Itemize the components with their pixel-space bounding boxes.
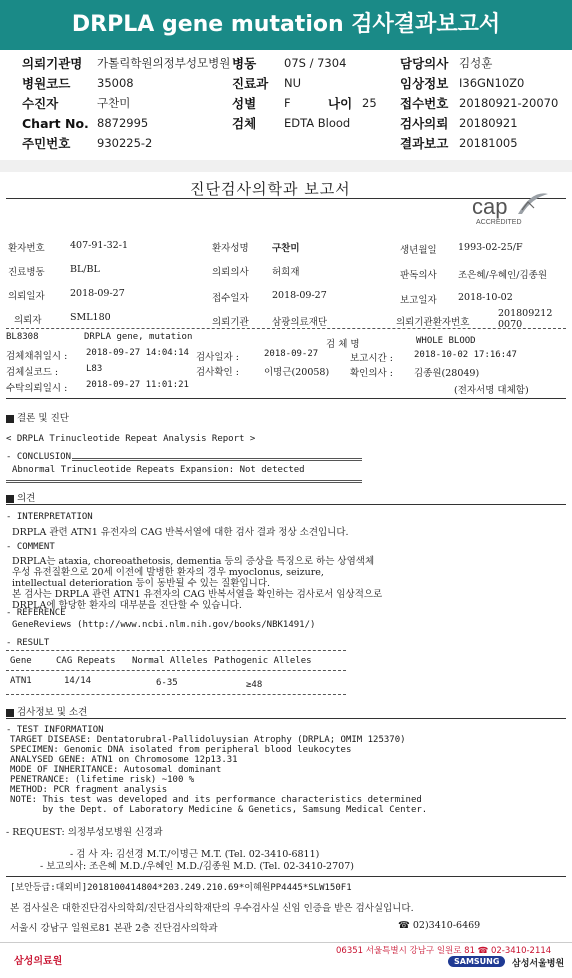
test-info-label: - TEST INFORMATION xyxy=(6,725,104,735)
test-info-line: TARGET DISEASE: Dentatorubral-Pallidoluysian Atrophy (DRPLA; OMIM 125370) xyxy=(10,735,406,745)
header-value: 김성훈 xyxy=(459,56,493,70)
header-label: 수진자 xyxy=(22,96,59,111)
info-value: 2018-09-27 xyxy=(272,290,327,301)
result-cell: 14/14 xyxy=(64,676,92,686)
section-divider xyxy=(0,160,572,172)
info-value: 2018-10-02 xyxy=(458,292,513,303)
meta-label: 보고시간 : xyxy=(350,353,393,364)
header-value: 20180921 xyxy=(459,116,518,130)
conclusion-label: - CONCLUSION xyxy=(6,452,72,462)
report-heading: 진단검사의학과 보고서 xyxy=(190,180,351,198)
info-label: 의뢰기관 xyxy=(212,317,249,328)
bullet-square-icon xyxy=(6,709,14,717)
dashed-rule xyxy=(6,328,566,329)
section-rule xyxy=(6,718,566,719)
info-label: 의뢰자 xyxy=(14,315,42,326)
info-value: SML180 xyxy=(70,312,111,323)
header-label: 주민번호 xyxy=(22,136,71,151)
header-value: 20181005 xyxy=(459,136,518,150)
double-rule xyxy=(72,458,362,461)
header-label: 담당의사 xyxy=(400,56,449,71)
meta-value: 2018-09-27 14:04:14 xyxy=(86,348,189,358)
info-value: 407-91-32-1 xyxy=(70,240,128,251)
header-value: 구찬미 xyxy=(97,96,131,110)
bullet-square-icon xyxy=(6,495,14,503)
section-heading: 결론 및 진단 xyxy=(6,410,69,424)
reporter-line: - 보고의사: 조은혜 M.D./우혜인 M.D./김종원 M.D. (Tel. 02-3410-2707) xyxy=(40,861,354,872)
report-title-bar: DRPLA gene mutation 검사결과보고서 xyxy=(0,0,572,50)
samsung-logo: SAMSUNG xyxy=(448,956,505,967)
meta-label: 검체실코드 : xyxy=(6,367,59,378)
info-value: 허희재 xyxy=(272,267,300,278)
cap-logo-text: cap xyxy=(472,194,508,219)
footer-hospital: 삼성의료원 xyxy=(14,956,63,967)
header-label: 의뢰기관명 xyxy=(22,56,83,71)
header-value: 07S / 7304 xyxy=(284,56,347,70)
test-info-line: SPECIMEN: Genomic DNA isolated from peripheral blood leukocytes xyxy=(10,745,352,755)
comment-line: DRPLA에 합당한 환자의 대부분을 진단할 수 있습니다. xyxy=(12,600,242,611)
header-value: I36GN10Z0 xyxy=(459,76,525,90)
test-info-line: by the Dept. of Laboratory Medicine & Genetics, Samsung Medical Center. xyxy=(10,805,428,815)
comment-label: - COMMENT xyxy=(6,542,55,552)
result-cell: ATN1 xyxy=(10,676,32,686)
header-label: 결과보고 xyxy=(400,136,449,151)
header-value: 8872995 xyxy=(97,116,149,130)
section-heading: 의견 xyxy=(6,490,35,504)
info-label: 생년월일 xyxy=(400,245,437,256)
test-info-line: PENETRANCE: (lifetime risk) ~100 % xyxy=(10,775,195,785)
info-value: 2018092120070 xyxy=(498,308,553,330)
hospital-footer xyxy=(0,942,572,978)
reference-text: GeneReviews (http://www.ncbi.nlm.nih.gov/books/NBK1491/) xyxy=(12,620,316,630)
cap-logo-sub: ACCREDITED xyxy=(476,219,522,226)
header-value: 930225-2 xyxy=(97,136,153,150)
header-label: 임상정보 xyxy=(400,76,449,91)
header-label: 성별 xyxy=(232,96,257,111)
section-rule xyxy=(6,504,566,505)
header-label: 나이 xyxy=(328,96,353,111)
esign-note: (전자서명 대체함) xyxy=(454,385,529,396)
header-label: 검체 xyxy=(232,116,257,131)
request-line: - REQUEST: 의정부성모병원 신경과 xyxy=(6,827,163,838)
lab-address: 서울시 강남구 일원로81 본관 2층 진단검사의학과 xyxy=(10,923,218,934)
bullet-square-icon xyxy=(6,415,14,423)
analysis-title: < DRPLA Trinucleotide Repeat Analysis Report > xyxy=(6,434,256,444)
info-label: 판독의사 xyxy=(400,270,437,281)
header-value: 가톨릭학원의정부성모병원 xyxy=(97,56,231,70)
info-label: 진료병동 xyxy=(8,267,45,278)
header-value: 25 xyxy=(362,96,377,110)
result-label: - RESULT xyxy=(6,638,50,648)
info-value: 구찬미 xyxy=(272,243,300,254)
meta-label: 검체채취일시 : xyxy=(6,351,68,362)
test-info-line: MODE OF INHERITANCE: Autosomal dominant xyxy=(10,765,222,775)
patient-header xyxy=(0,50,572,160)
info-value: 삼광의료재단 xyxy=(272,317,328,328)
footer-address: 06351 서울특별시 강남구 일원로 81 ☎ 02-3410-2114 xyxy=(336,946,552,956)
header-value: 35008 xyxy=(97,76,134,90)
header-value: NU xyxy=(284,76,302,90)
section-heading: 검사정보 및 소견 xyxy=(6,704,87,718)
conclusion-text: Abnormal Trinucleotide Repeats Expansion: Not detected xyxy=(12,465,305,475)
result-header: Gene xyxy=(10,656,32,666)
dashed-rule xyxy=(6,694,346,695)
header-value: EDTA Blood xyxy=(284,116,351,130)
dashed-rule xyxy=(6,650,346,651)
result-header: Pathogenic Alleles xyxy=(214,656,312,666)
result-header: CAG Repeats xyxy=(56,656,116,666)
header-label: 접수번호 xyxy=(400,96,449,111)
info-value: BL/BL xyxy=(70,264,100,275)
info-label: 의뢰일자 xyxy=(8,291,45,302)
reference-label: - REFERENCE xyxy=(6,608,66,618)
specimen-label: 검 체 명 xyxy=(326,339,360,350)
tester-line: - 검 사 자: 김선경 M.T./이명근 M.T. (Tel. 02-3410-6811) xyxy=(70,849,320,860)
meta-value: L83 xyxy=(86,364,103,374)
info-label: 의뢰기관환자번호 xyxy=(396,317,470,328)
security-line: [보안등급:대외비]2018100414804*203.249.210.69*이혜원PP4445*SLW150F1 xyxy=(10,883,352,893)
scanned-report xyxy=(0,172,572,942)
comment-line: 본 검사는 DRPLA 관련 ATN1 유전자의 CAG 반복서열을 확인하는 검사로서 임상적으로 xyxy=(12,589,383,600)
meta-label: 수탁의뢰일시 : xyxy=(6,383,68,394)
info-label: 환자번호 xyxy=(8,243,45,254)
info-label: 보고일자 xyxy=(400,295,437,306)
dashed-rule xyxy=(6,670,346,671)
header-label: 검사의뢰 xyxy=(400,116,449,131)
comment-line: 우성 유전질환으로 20세 이전에 발병한 환자의 경우 myoclonus, seizure, xyxy=(12,567,324,578)
lab-phone: ☎ 02)3410-6469 xyxy=(398,920,481,931)
info-label: 접수일자 xyxy=(212,293,249,304)
result-cell: ≥48 xyxy=(246,680,263,690)
comment-line: intellectual deterioration 등이 동반될 수 있는 질환입니다. xyxy=(12,578,271,589)
cap-accredited-logo xyxy=(470,188,550,228)
cert-line: 본 검사실은 대한진단검사의학회/진단검사의학재단의 우수검사실 신임 인증을 받은 검사실입니다. xyxy=(10,903,414,914)
meta-value: 이명근(20058) xyxy=(264,367,330,378)
interp-text: DRPLA 관련 ATN1 유전자의 CAG 반복서열에 대한 검사 결과 정상 소견입니다. xyxy=(12,527,349,538)
header-value: F xyxy=(284,96,291,110)
header-label: 진료과 xyxy=(232,76,269,91)
meta-label: 확인의사 : xyxy=(350,368,393,379)
info-value: 2018-09-27 xyxy=(70,288,125,299)
header-label: 병동 xyxy=(232,56,257,71)
test-info-line: METHOD: PCR fragment analysis xyxy=(10,785,168,795)
meta-value: 2018-09-27 11:01:21 xyxy=(86,380,189,390)
specimen-value: WHOLE BLOOD xyxy=(416,336,476,346)
result-header: Normal Alleles xyxy=(132,656,208,666)
test-code: BL8308 xyxy=(6,332,39,342)
header-value: 20180921-20070 xyxy=(459,96,559,110)
samsung-hospital-name: 삼성서울병원 xyxy=(512,959,565,969)
section-rule xyxy=(6,398,566,399)
test-name: DRPLA gene, mutation xyxy=(84,332,193,342)
header-label: 병원코드 xyxy=(22,76,71,91)
meta-value: 김종원(28049) xyxy=(414,368,480,379)
meta-value: 2018-09-27 xyxy=(264,349,319,359)
meta-label: 검사일자 : xyxy=(196,352,239,363)
info-value: 조은혜/우혜인/김종원 xyxy=(458,270,547,281)
info-label: 환자성명 xyxy=(212,243,249,254)
comment-line: DRPLA는 ataxia, choreoathetosis, dementia 등의 증상을 특징으로 하는 상염색체 xyxy=(12,556,375,567)
test-info-line: ANALYSED GENE: ATN1 on Chromosome 12p13.31 xyxy=(10,755,238,765)
test-info-line: NOTE: This test was developed and its performance characteristics determined xyxy=(10,795,422,805)
info-label: 의뢰의사 xyxy=(212,267,249,278)
section-rule xyxy=(6,876,566,877)
info-value: 1993-02-25/F xyxy=(458,242,523,253)
result-cell: 6-35 xyxy=(156,678,178,688)
meta-value: 2018-10-02 17:16:47 xyxy=(414,350,517,360)
header-label: Chart No. xyxy=(22,116,89,131)
double-rule xyxy=(6,480,362,483)
meta-label: 검사확인 : xyxy=(196,367,239,378)
interp-label: - INTERPRETATION xyxy=(6,512,93,522)
footer-rule xyxy=(0,942,572,943)
